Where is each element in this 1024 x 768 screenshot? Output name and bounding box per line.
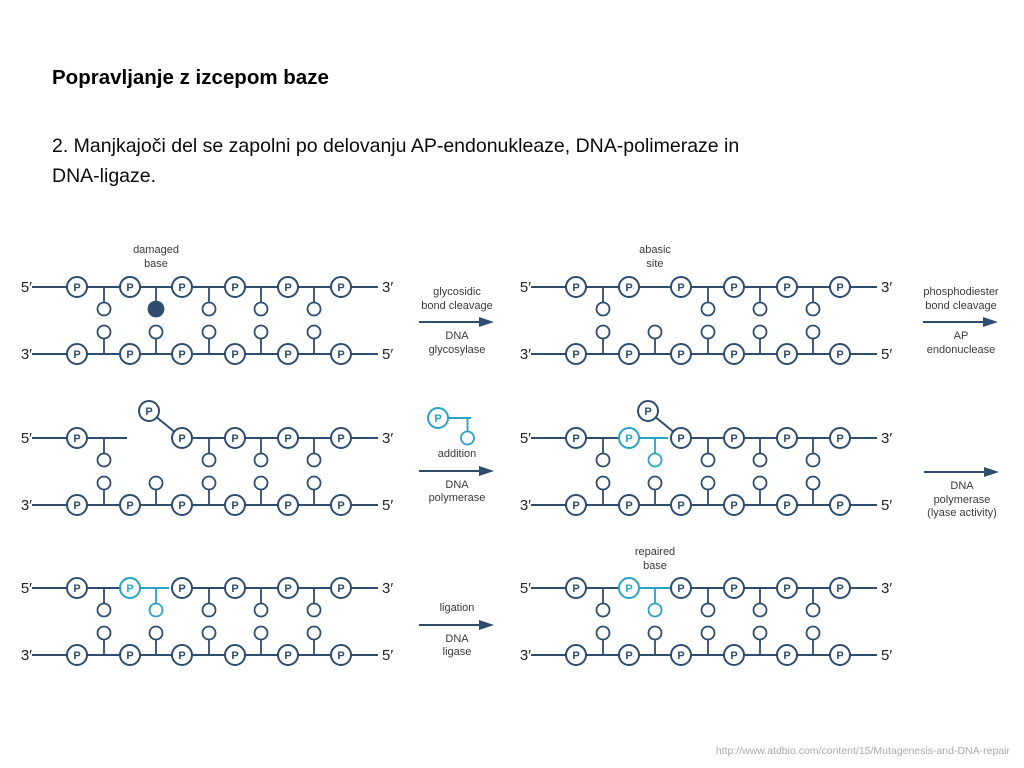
dna-panel-repaired: [509, 548, 899, 673]
base-circle: [203, 477, 216, 490]
phosphate-letter: P: [337, 433, 345, 445]
dna-panel-drawing: [509, 247, 899, 372]
dna-panel-drawing: [509, 398, 899, 523]
arrow-block-ap-endonuclease: [923, 286, 999, 357]
base-circle: [255, 454, 268, 467]
phosphate-letter: P: [337, 349, 345, 361]
phosphate-letter: P: [126, 282, 134, 294]
strand-end-label: 3′: [382, 279, 394, 296]
base-circle: [702, 604, 715, 617]
phosphate-letter: P: [836, 349, 844, 361]
base-circle: [597, 454, 610, 467]
strand-end-label: 5′: [382, 497, 394, 514]
right-arrow-icon: [924, 466, 1000, 478]
phosphate-letter: P: [572, 500, 580, 512]
base-circle: [807, 454, 820, 467]
phosphate-letter: P: [783, 433, 791, 445]
base-circle: [754, 627, 767, 640]
base-circle: [702, 477, 715, 490]
base-circle: [308, 454, 321, 467]
phosphate-letter: P: [73, 433, 81, 445]
phosphate-letter: P: [836, 433, 844, 445]
phosphate-letter: P: [231, 650, 239, 662]
phosphate-letter: P: [337, 650, 345, 662]
base-circle: [255, 326, 268, 339]
new-base-circle: [150, 604, 163, 617]
phosphate-letter: P: [572, 282, 580, 294]
phosphate-letter: P: [677, 282, 685, 294]
phosphate-letter: P: [836, 583, 844, 595]
base-circle: [597, 326, 610, 339]
strand-end-label: 3′: [20, 497, 32, 514]
base-circle: [702, 627, 715, 640]
base-circle: [150, 326, 163, 339]
phosphate-letter: P: [625, 433, 633, 445]
phosphate-letter: P: [836, 500, 844, 512]
phosphate-letter: P: [625, 282, 633, 294]
phosphate-letter: P: [73, 500, 81, 512]
phosphate-letter: P: [730, 500, 738, 512]
phosphate-letter: P: [284, 500, 292, 512]
arrow-label-line: glycosylase: [428, 343, 486, 356]
base-circle: [255, 627, 268, 640]
arrow-block-glycosylase: [419, 286, 495, 357]
strand-end-label: 5′: [382, 346, 394, 363]
phosphate-letter: P: [73, 650, 81, 662]
phosphate-letter: P: [783, 349, 791, 361]
phosphate-letter: P: [572, 650, 580, 662]
phosphate-letter: P: [284, 433, 292, 445]
strand-end-label: 5′: [20, 279, 32, 296]
arrow-label-line: AP: [953, 330, 969, 342]
phosphate-letter: P: [644, 406, 652, 418]
arrow-label-line: bond cleavage: [421, 299, 493, 312]
arrow-label-line: phosphodiester: [923, 286, 999, 298]
phosphate-letter: P: [730, 650, 738, 662]
arrow-label-line: glycosidic: [433, 286, 481, 298]
strand-end-label: 5′: [881, 647, 893, 664]
damaged-base-circle: [149, 302, 164, 317]
phosphate-letter: P: [178, 583, 186, 595]
right-arrow-icon: [923, 316, 999, 328]
phosphate-letter: P: [73, 282, 81, 294]
phosphate-letter: P: [836, 282, 844, 294]
strand-end-label: 3′: [519, 647, 531, 664]
phosphate-letter: P: [126, 650, 134, 662]
dna-panel-damaged: [10, 247, 400, 372]
phosphate-letter: P: [625, 583, 633, 595]
phosphate-letter: P: [572, 433, 580, 445]
phosphate-letter: P: [783, 282, 791, 294]
base-circle: [597, 477, 610, 490]
strand-end-label: 3′: [20, 346, 32, 363]
strand-end-label: 5′: [382, 647, 394, 664]
arrow-label-line: ligase: [442, 646, 472, 658]
phosphate-letter: P: [231, 433, 239, 445]
arrow-label-line: ligation: [439, 602, 475, 614]
dna-panel-cleaved: [10, 398, 400, 523]
arrow-label-line: endonuclease: [926, 343, 996, 356]
new-base-circle: [649, 604, 662, 617]
strand-end-label: 3′: [881, 580, 893, 597]
label-line: repaired: [634, 546, 676, 558]
arrow-label-line: polymerase: [933, 493, 991, 506]
phosphate-letter: P: [783, 650, 791, 662]
phosphate-letter: P: [126, 349, 134, 361]
phosphate-letter: P: [677, 433, 685, 445]
base-circle: [308, 477, 321, 490]
base-circle: [150, 627, 163, 640]
base-circle: [754, 454, 767, 467]
page-title: Popravljanje z izcepom baze: [52, 66, 329, 89]
strand-end-label: 3′: [519, 346, 531, 363]
phosphate-letter: P: [178, 650, 186, 662]
free-nucleotide-icon: [427, 401, 481, 447]
base-circle: [754, 477, 767, 490]
dna-panel-drawing: [10, 548, 400, 673]
phosphate-letter: P: [783, 583, 791, 595]
phosphate-letter: P: [73, 349, 81, 361]
new-base-circle: [649, 454, 662, 467]
strand-end-label: 3′: [881, 430, 893, 447]
base-circle: [98, 454, 111, 467]
body-line: DNA-ligaze.: [52, 165, 157, 187]
phosphate-letter: P: [73, 583, 81, 595]
phosphate-letter: P: [126, 583, 134, 595]
strand-end-label: 3′: [20, 647, 32, 664]
arrow-block-ligase: [419, 602, 495, 660]
strand-end-label: 5′: [20, 430, 32, 447]
base-circle: [255, 477, 268, 490]
body-line: 2. Manjkajoči del se zapolni po delovanju AP-endonukleaze, DNA-polimeraze in: [52, 135, 740, 157]
base-circle: [702, 326, 715, 339]
dna-panel-drawing: [10, 247, 400, 372]
phosphate-letter: P: [572, 349, 580, 361]
phosphate-letter: P: [572, 583, 580, 595]
strand-end-label: 3′: [881, 279, 893, 296]
label-line: abasic: [639, 244, 671, 256]
phosphate-letter: P: [337, 500, 345, 512]
base-circle: [98, 326, 111, 339]
label-line: damaged: [133, 244, 179, 256]
phosphate-letter: P: [284, 349, 292, 361]
phosphate-letter: P: [337, 282, 345, 294]
strand-end-label: 3′: [382, 580, 394, 597]
phosphate-letter: P: [434, 413, 442, 425]
right-arrow-icon: [419, 465, 495, 477]
base-circle: [807, 303, 820, 316]
phosphate-letter: P: [178, 500, 186, 512]
base-circle: [203, 627, 216, 640]
phosphate-letter: P: [178, 282, 186, 294]
base-circle: [98, 303, 111, 316]
dna-panel-added: [509, 398, 899, 523]
base-circle: [807, 477, 820, 490]
base-circle: [754, 604, 767, 617]
phosphate-letter: P: [625, 500, 633, 512]
base-circle: [255, 303, 268, 316]
base-circle: [807, 604, 820, 617]
base-circle: [308, 627, 321, 640]
base-circle: [754, 326, 767, 339]
strand-end-label: 5′: [881, 497, 893, 514]
strand-end-label: 3′: [519, 497, 531, 514]
phosphate-letter: P: [677, 500, 685, 512]
base-circle: [702, 303, 715, 316]
phosphate-letter: P: [284, 282, 292, 294]
base-circle: [702, 454, 715, 467]
base-circle: [203, 604, 216, 617]
base-circle: [308, 604, 321, 617]
base-circle: [203, 326, 216, 339]
phosphate-letter: P: [625, 650, 633, 662]
arrow-block-polymerase-lyase: [924, 463, 1000, 521]
arrow-label-line: DNA: [445, 478, 469, 491]
base-circle: [649, 627, 662, 640]
base-circle: [255, 604, 268, 617]
base-circle: [597, 627, 610, 640]
phosphate-letter: P: [730, 583, 738, 595]
dna-panel-drawing: [509, 548, 899, 673]
phosphate-letter: P: [730, 433, 738, 445]
phosphate-letter: P: [178, 349, 186, 361]
strand-end-label: 5′: [881, 346, 893, 363]
strand-end-label: 3′: [382, 430, 394, 447]
base-circle: [98, 604, 111, 617]
base-circle: [308, 303, 321, 316]
phosphate-letter: P: [730, 282, 738, 294]
dna-panel-abasic: [509, 247, 899, 372]
label-line: base: [643, 559, 667, 572]
phosphate-letter: P: [625, 349, 633, 361]
phosphate-letter: P: [126, 500, 134, 512]
base-circle: [98, 627, 111, 640]
label-line: base: [144, 257, 168, 270]
arrow-label-line: bond cleavage: [925, 299, 997, 312]
base-circle: [597, 604, 610, 617]
phosphate-letter: P: [677, 349, 685, 361]
base-circle: [807, 627, 820, 640]
phosphate-letter: P: [730, 349, 738, 361]
arrow-label-line: DNA: [445, 632, 469, 645]
phosphate-letter: P: [231, 583, 239, 595]
strand-end-label: 5′: [20, 580, 32, 597]
phosphate-letter: P: [677, 583, 685, 595]
arrow-label-line: polymerase: [428, 492, 486, 504]
phosphate-letter: P: [337, 583, 345, 595]
base-circle: [597, 303, 610, 316]
right-arrow-icon: [419, 619, 495, 631]
phosphate-letter: P: [284, 650, 292, 662]
base-circle: [98, 477, 111, 490]
phosphate-letter: P: [231, 349, 239, 361]
phosphate-letter: P: [836, 650, 844, 662]
base-circle: [649, 477, 662, 490]
phosphate-letter: P: [145, 406, 153, 418]
phosphate-letter: P: [178, 433, 186, 445]
strand-end-label: 5′: [519, 279, 531, 296]
phosphate-letter: P: [677, 650, 685, 662]
dna-panel-trimmed: [10, 548, 400, 673]
base-circle: [203, 454, 216, 467]
base-circle: [754, 303, 767, 316]
arrow-label-line: DNA: [950, 480, 974, 492]
phosphate-letter: P: [284, 583, 292, 595]
base-circle: [649, 326, 662, 339]
arrow-label-line: DNA: [445, 330, 469, 342]
base-circle: [807, 326, 820, 339]
phosphate-letter: P: [231, 282, 239, 294]
right-arrow-icon: [419, 316, 495, 328]
base-circle: [308, 326, 321, 339]
source-url: http://www.atdbio.com/content/15/Mutagenesis-and-DNA-repair: [715, 745, 1010, 757]
dna-panel-drawing: [10, 398, 400, 523]
base-circle: [203, 303, 216, 316]
slide-body: [52, 131, 739, 191]
arrow-block-polymerase-addition: [419, 448, 495, 506]
strand-end-label: 5′: [519, 580, 531, 597]
arrow-label-line: (lyase activity): [927, 507, 997, 519]
phosphate-letter: P: [231, 500, 239, 512]
strand-end-label: 5′: [519, 430, 531, 447]
label-line: site: [646, 257, 664, 270]
base-circle: [150, 477, 163, 490]
arrow-label-line: addition: [437, 448, 477, 460]
phosphate-letter: P: [783, 500, 791, 512]
